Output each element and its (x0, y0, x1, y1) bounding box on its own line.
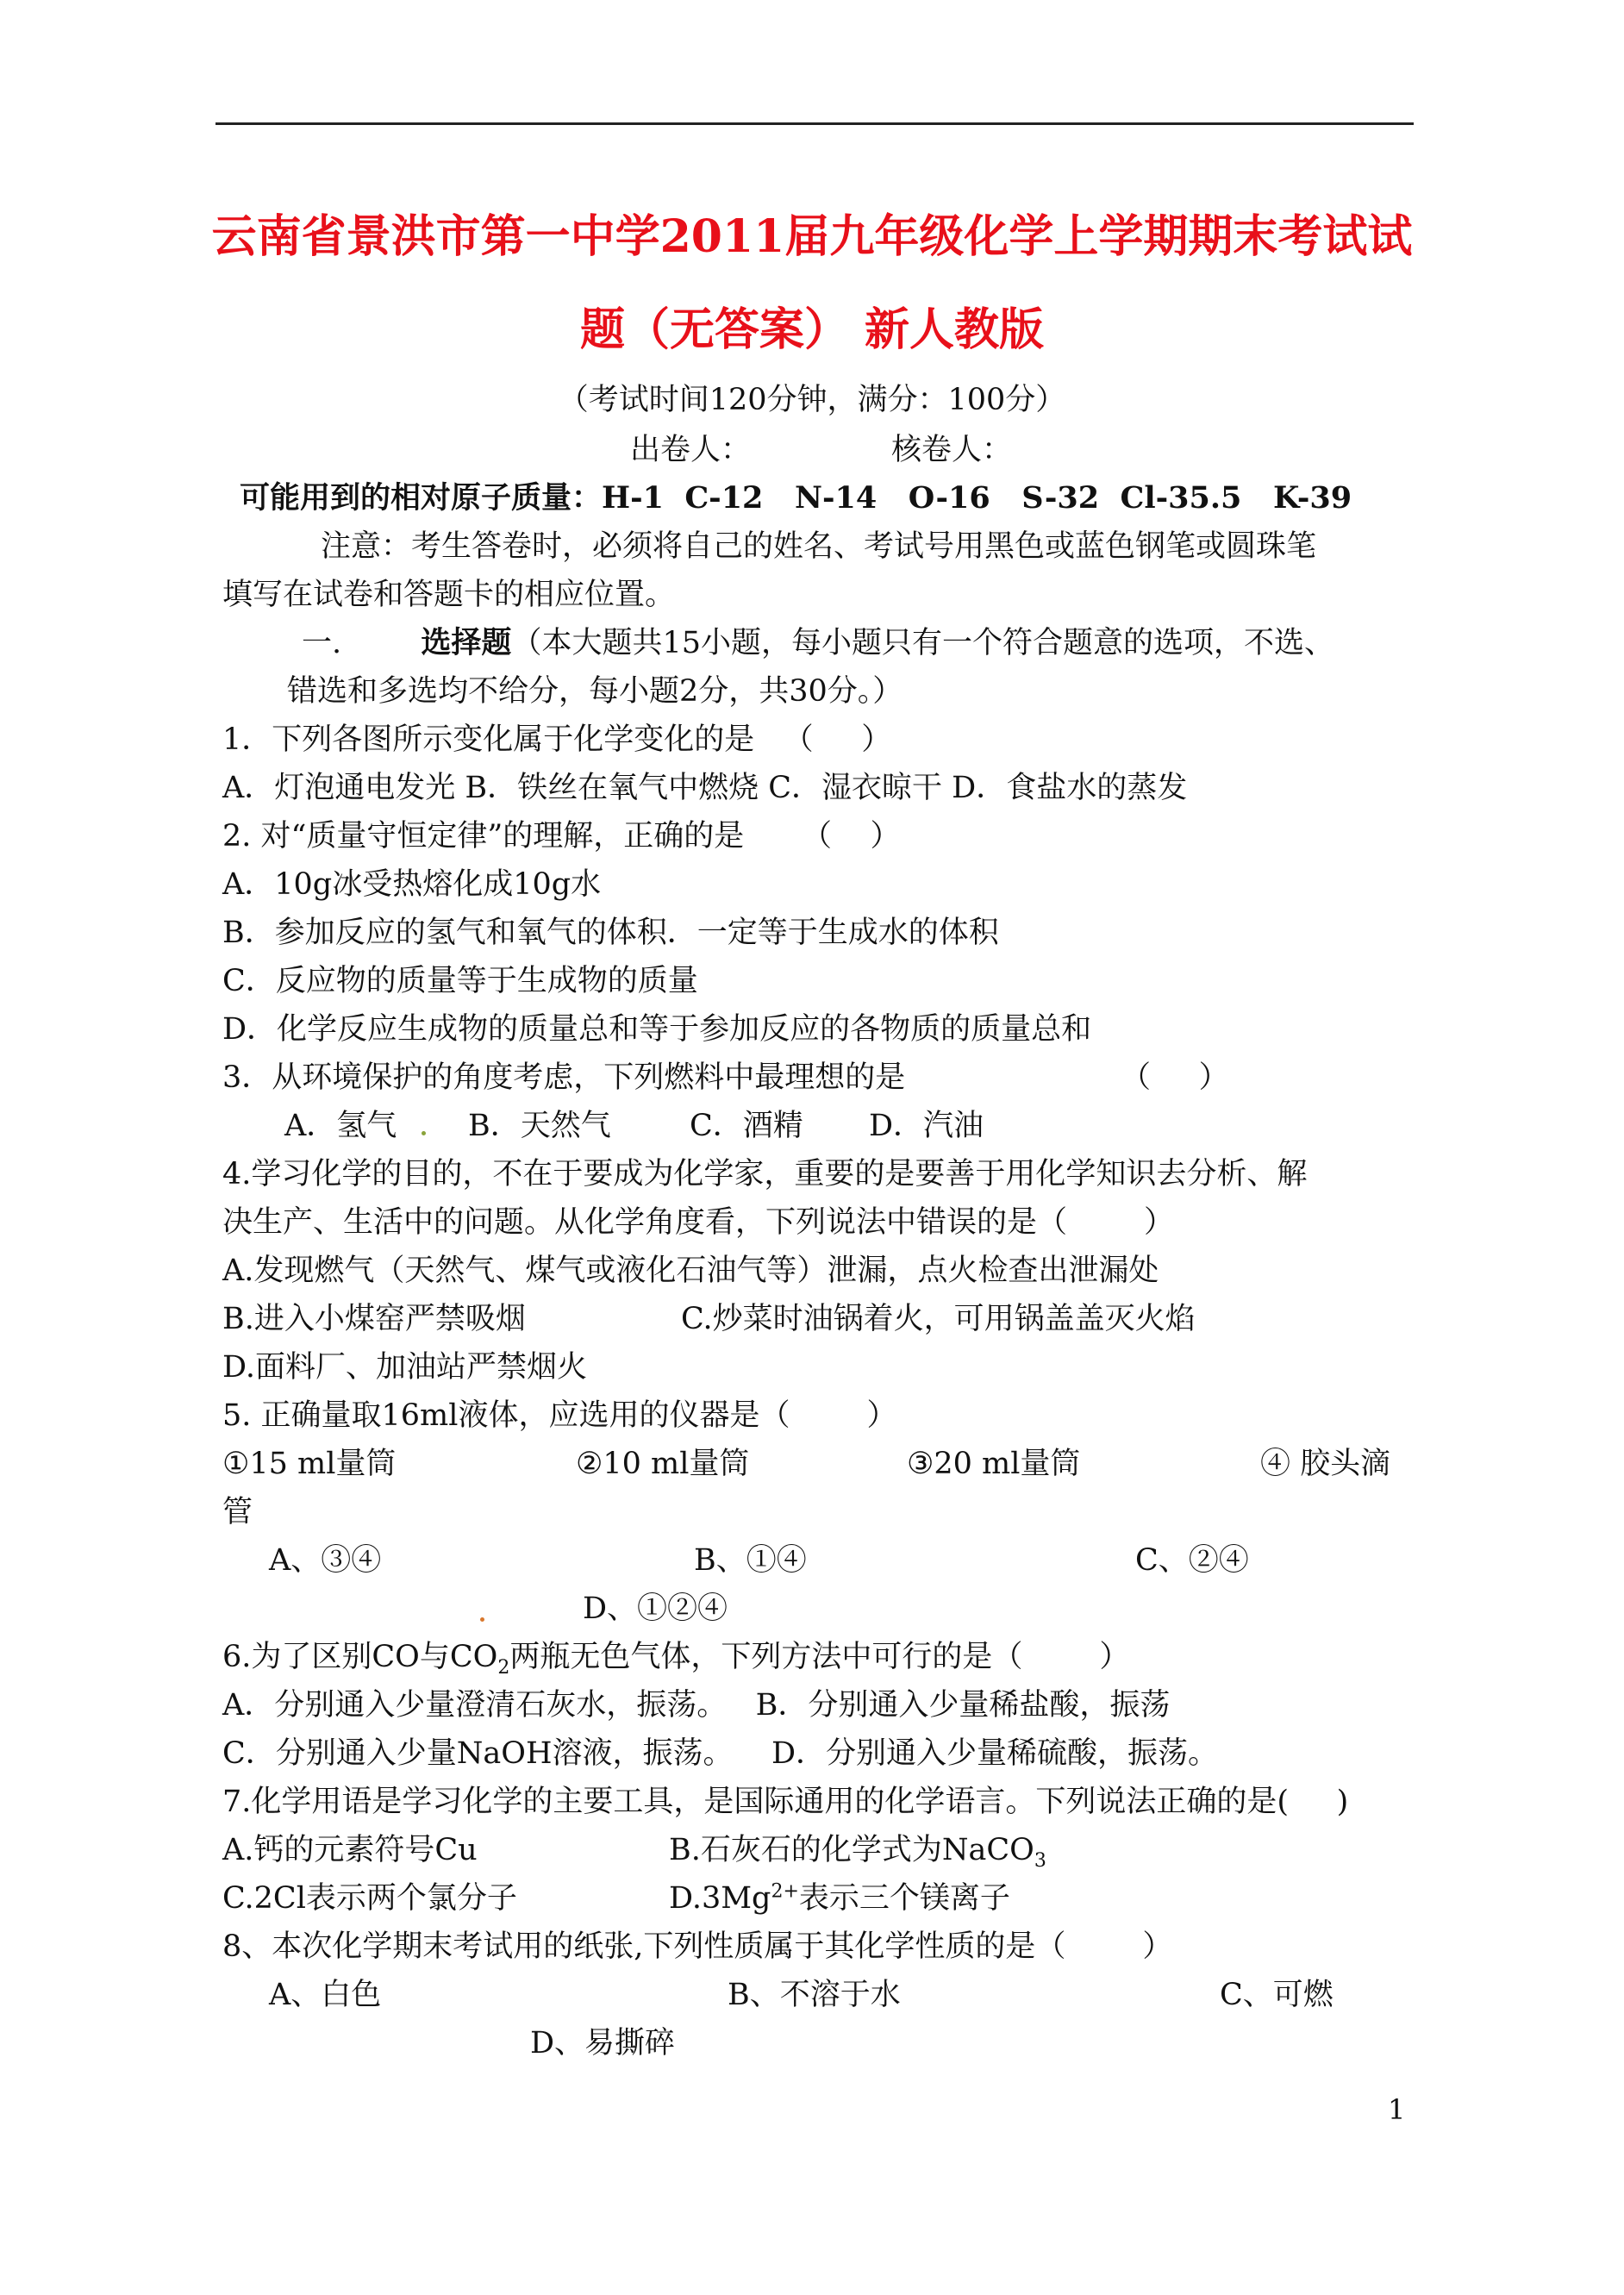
stray-dot (422, 1131, 426, 1135)
q5-instrument-3: ③20 ml量筒 (907, 1447, 1081, 1481)
q4-option-a: A.发现燃气（天然气、煤气或液化石油气等）泄漏，点火检查出泄漏处 (222, 1254, 1159, 1288)
q2-option-b: B．参加反应的氢气和氧气的体积．一定等于生成水的体积 (222, 916, 999, 950)
q7-option-d (669, 1879, 1010, 1917)
q8-option-a: A、白色 (269, 1978, 382, 2012)
q5-option-a: A、③④ (269, 1543, 382, 1578)
q7-option-d-pre: D.3Mg (669, 1881, 771, 1916)
q6-stem-pre: 6.为了区别CO与CO (222, 1640, 498, 1674)
q2-option-d: D．化学反应生成物的质量总和等于参加反应的各物质的质量总和 (222, 1012, 1092, 1047)
q3-bracket: （ ） (1121, 1060, 1229, 1095)
q3-stem: 3．从环境保护的角度考虑，下列燃料中最理想的是 (222, 1060, 906, 1095)
section-desc-1: （本大题共15小题，每小题只有一个符合题意的选项，不选、 (511, 626, 1334, 660)
title-line-1: 云南省景洪市第一中学2011届九年级化学上学期期末考试试 (211, 210, 1413, 263)
notice-line-2: 填写在试卷和答题卡的相应位置。 (222, 578, 676, 612)
q6-stem-post: 两瓶无色气体，下列方法中可行的是（ ） (509, 1640, 1130, 1674)
q1-options: A．灯泡通电发光 B．铁丝在氧气中燃烧 C．湿衣晾干 D．食盐水的蒸发 (222, 771, 1188, 805)
exam-info: （考试时间120分钟，满分：100分） (558, 383, 1066, 417)
q6-stem (222, 1638, 1130, 1679)
q3-option-c: C．酒精 (690, 1109, 803, 1143)
q5-option-c: C、②④ (1135, 1543, 1249, 1578)
section-desc-2: 错选和多选均不给分，每小题2分，共30分。） (287, 674, 903, 709)
q8-stem: 8、本次化学期末考试用的纸张,下列性质属于其化学性质的是（ ） (222, 1929, 1173, 1964)
q7-option-b-sub: 3 (1034, 1850, 1046, 1872)
q5-instrument-4: ④ 胶头滴 (1260, 1447, 1391, 1481)
q5-option-b: B、①④ (694, 1543, 807, 1578)
q7-option-b-text: B.石灰石的化学式为NaCO (669, 1833, 1034, 1867)
q7-option-d-sup: 2+ (771, 1880, 799, 1903)
atomic-masses: 可能用到的相对原子质量：H-1 C-12 N-14 O-16 S-32 Cl-35.5 K-39 (240, 480, 1352, 516)
q7-option-b (669, 1831, 1046, 1872)
checker-label: 核卷人： (891, 433, 1013, 467)
notice-line-1: 注意：考生答卷时，必须将自己的姓名、考试号用黑色或蓝色钢笔或圆珠笔 (321, 529, 1317, 564)
title-line-2: 题（无答案） 新人教版 (579, 303, 1045, 356)
q5-stem: 5. 正确量取16ml液体，应选用的仪器是（ ） (222, 1398, 897, 1433)
q7-stem: 7.化学用语是学习化学的主要工具，是国际通用的化学语言。下列说法正确的是( ) (222, 1785, 1349, 1819)
q8-option-b: B、不溶于水 (728, 1978, 901, 2012)
q8-option-d: D、易撕碎 (530, 2026, 676, 2060)
q7-option-c: C.2Cl表示两个氯分子 (222, 1881, 517, 1916)
q8-option-c: C、可燃 (1220, 1978, 1334, 2012)
q4-option-b: B.进入小煤窑严禁吸烟 (222, 1302, 526, 1336)
q2-option-c: C．反应物的质量等于生成物的质量 (222, 964, 698, 998)
section-number: 一. (302, 626, 342, 660)
q5-instrument-1: ①15 ml量筒 (222, 1447, 397, 1481)
page-number: 1 (1388, 2093, 1406, 2126)
q6-options-cd: C．分别通入少量NaOH溶液，振荡。 D．分别通入少量稀硫酸，振荡。 (222, 1736, 1219, 1771)
q4-option-d: D.面料厂、加油站严禁烟火 (222, 1350, 587, 1385)
section-name: 选择题 (421, 625, 512, 660)
q4-option-c: C.炒菜时油锅着火，可用锅盖盖灭火焰 (681, 1302, 1196, 1336)
q2-option-a: A．10g冰受热熔化成10g水 (222, 867, 602, 902)
q5-instrument-2: ②10 ml量筒 (576, 1447, 750, 1481)
q6-stem-sub: 2 (497, 1657, 510, 1679)
q3-option-a: A．氢气 (284, 1109, 397, 1143)
q4-stem-2: 决生产、生活中的问题。从化学角度看，下列说法中错误的是（ ） (222, 1205, 1175, 1240)
q3-option-b: B．天然气 (468, 1109, 611, 1143)
section-heading (302, 624, 1334, 662)
q4-stem-1: 4.学习化学的目的，不在于要成为化学家，重要的是要善于用化学知识去分析、解 (222, 1157, 1308, 1191)
header-rule (215, 122, 1414, 125)
q7-option-a: A.钙的元素符号Cu (222, 1833, 478, 1867)
q5-instrument-4-cont: 管 (222, 1495, 253, 1529)
q1-stem: 1．下列各图所示变化属于化学变化的是 （ ） (222, 722, 892, 757)
q3-option-d: D．汽油 (869, 1109, 984, 1143)
q7-option-d-post: 表示三个镁离子 (798, 1881, 1010, 1916)
stray-dot (480, 1617, 484, 1622)
setter-label: 出卷人： (630, 433, 752, 467)
q5-option-d: D、①②④ (583, 1591, 728, 1626)
q2-stem: 2. 对“质量守恒定律”的理解，正确的是 （ ） (222, 819, 901, 854)
q6-options-ab: A．分别通入少量澄清石灰水，振荡。 B．分别通入少量稀盐酸，振荡 (222, 1688, 1171, 1723)
